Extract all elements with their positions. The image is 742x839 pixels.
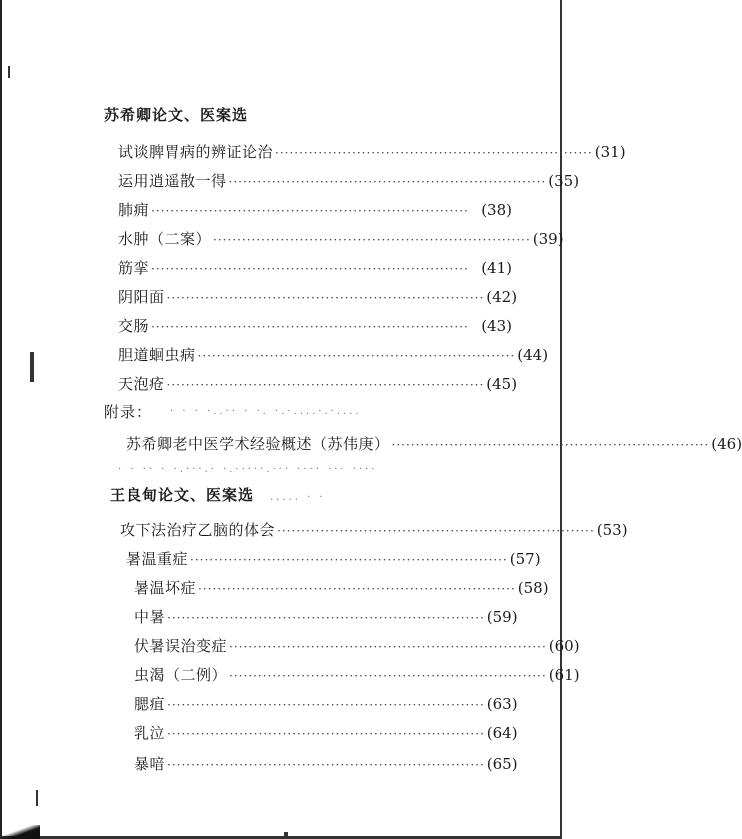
dot-leader: ·································································· xyxy=(198,582,516,596)
toc-entry[interactable] xyxy=(126,548,541,570)
toc-entry[interactable] xyxy=(134,722,518,744)
page-edge-right xyxy=(560,0,562,839)
dot-leader: ·································································· xyxy=(391,438,710,452)
toc-entry[interactable] xyxy=(118,199,512,221)
toc-entry-page: (61) xyxy=(548,666,580,684)
toc-entry-title: 水肿（二案） xyxy=(118,230,212,248)
toc-entry-title: 天泡疮 xyxy=(118,375,165,393)
toc-entry-page: (63) xyxy=(486,695,518,713)
toc-entry[interactable] xyxy=(126,433,742,455)
dot-leader: ·································································· xyxy=(167,727,485,741)
section-title: 王良甸论文、医案选 xyxy=(110,486,255,504)
toc-entry-page: (45) xyxy=(486,375,518,393)
toc-entry-title: 乳泣 xyxy=(134,724,166,742)
toc-entry[interactable] xyxy=(118,373,518,395)
dot-leader: ·································································· xyxy=(151,320,469,334)
toc-entry-title: 肺痈 xyxy=(118,201,150,219)
toc-entry-title: 筋挛 xyxy=(118,259,150,277)
toc-entry[interactable] xyxy=(118,170,580,192)
scan-noise: · · · ·..·· · ·. ·.·....·.·.... xyxy=(170,406,362,417)
toc-entry[interactable] xyxy=(134,753,518,775)
toc-entry-title: 暑温重症 xyxy=(126,550,189,568)
toc-entry-title: 中暑 xyxy=(134,608,166,626)
toc-entry[interactable] xyxy=(134,606,518,628)
toc-entry[interactable] xyxy=(118,344,549,366)
scan-corner-shadow xyxy=(0,825,40,839)
toc-entry-page: (59) xyxy=(486,608,518,626)
dot-leader: ·································································· xyxy=(213,233,531,247)
toc-entry-title: 虫渴（二例） xyxy=(134,666,228,684)
dot-leader: ·································································· xyxy=(275,146,593,160)
dot-leader: ·································································· xyxy=(151,262,469,276)
scan-mark xyxy=(36,790,38,806)
appendix-label: 附录： xyxy=(104,403,153,421)
toc-entry[interactable] xyxy=(118,141,626,163)
dot-leader: ·································································· xyxy=(166,291,485,305)
section-title: 苏希卿论文、医案选 xyxy=(104,106,249,124)
dot-leader: ·································································· xyxy=(167,698,485,712)
toc-entry-title: 交肠 xyxy=(118,317,150,335)
scan-mark xyxy=(8,66,10,78)
toc-entry-page: (31) xyxy=(594,143,626,161)
toc-entry-page: (65) xyxy=(486,755,518,773)
toc-entry-page: (60) xyxy=(548,637,580,655)
toc-entry-page: (38) xyxy=(481,201,512,219)
toc-entry[interactable] xyxy=(134,693,518,715)
toc-entry[interactable] xyxy=(134,577,549,599)
scan-mark xyxy=(284,832,288,836)
toc-entry-page: (43) xyxy=(481,317,512,335)
toc-entry-title: 伏暑误治变症 xyxy=(134,637,228,655)
toc-entry[interactable] xyxy=(118,286,518,308)
toc-entry-title: 腮疽 xyxy=(134,695,166,713)
dot-leader: ·································································· xyxy=(197,349,516,363)
scan-mark xyxy=(30,352,34,382)
dot-leader: ·································································· xyxy=(167,611,485,625)
toc-entry[interactable] xyxy=(118,315,512,337)
toc-entry-page: (44) xyxy=(517,346,549,364)
toc-entry-title: 攻下法治疗乙脑的体会 xyxy=(120,521,276,539)
dot-leader: ·································································· xyxy=(229,640,547,654)
dot-leader: ·································································· xyxy=(190,553,508,567)
toc-entry-title: 试谈脾胃病的辨证论治 xyxy=(118,143,274,161)
scan-noise: · · ·· · ·.···.· ·.·····.··· ···· ··· ···· xyxy=(118,464,378,475)
page-edge-left xyxy=(0,0,2,839)
toc-entry[interactable] xyxy=(120,519,628,541)
dot-leader: ·································································· xyxy=(166,378,485,392)
toc-entry-title: 阴阳面 xyxy=(118,288,165,306)
toc-entry-title: 暑温坏症 xyxy=(134,579,197,597)
toc-entry-title: 暴喑 xyxy=(134,755,166,773)
toc-entry-page: (39) xyxy=(532,230,564,248)
toc-entry[interactable] xyxy=(118,228,564,250)
dot-leader: ·································································· xyxy=(151,204,469,218)
dot-leader: ·································································· xyxy=(277,524,595,538)
toc-entry-page: (41) xyxy=(481,259,512,277)
toc-entry-page: (53) xyxy=(596,521,628,539)
toc-entry-page: (35) xyxy=(548,172,580,190)
toc-entry[interactable] xyxy=(134,635,580,657)
dot-leader: ·································································· xyxy=(167,758,485,772)
toc-entry-page: (58) xyxy=(517,579,549,597)
scan-noise: ..... · · xyxy=(270,492,326,503)
dot-leader: ·································································· xyxy=(229,669,547,683)
toc-entry-page: (46) xyxy=(711,435,742,453)
dot-leader: ·································································· xyxy=(228,175,547,189)
toc-entry-title: 苏希卿老中医学术经验概述（苏伟庚） xyxy=(126,435,390,453)
toc-entry-title: 运用逍遥散一得 xyxy=(118,172,227,190)
toc-entry[interactable] xyxy=(134,664,580,686)
toc-entry-page: (57) xyxy=(509,550,541,568)
toc-entry[interactable] xyxy=(118,257,512,279)
toc-entry-title: 胆道蛔虫病 xyxy=(118,346,196,364)
toc-entry-page: (64) xyxy=(486,724,518,742)
toc-entry-page: (42) xyxy=(486,288,518,306)
